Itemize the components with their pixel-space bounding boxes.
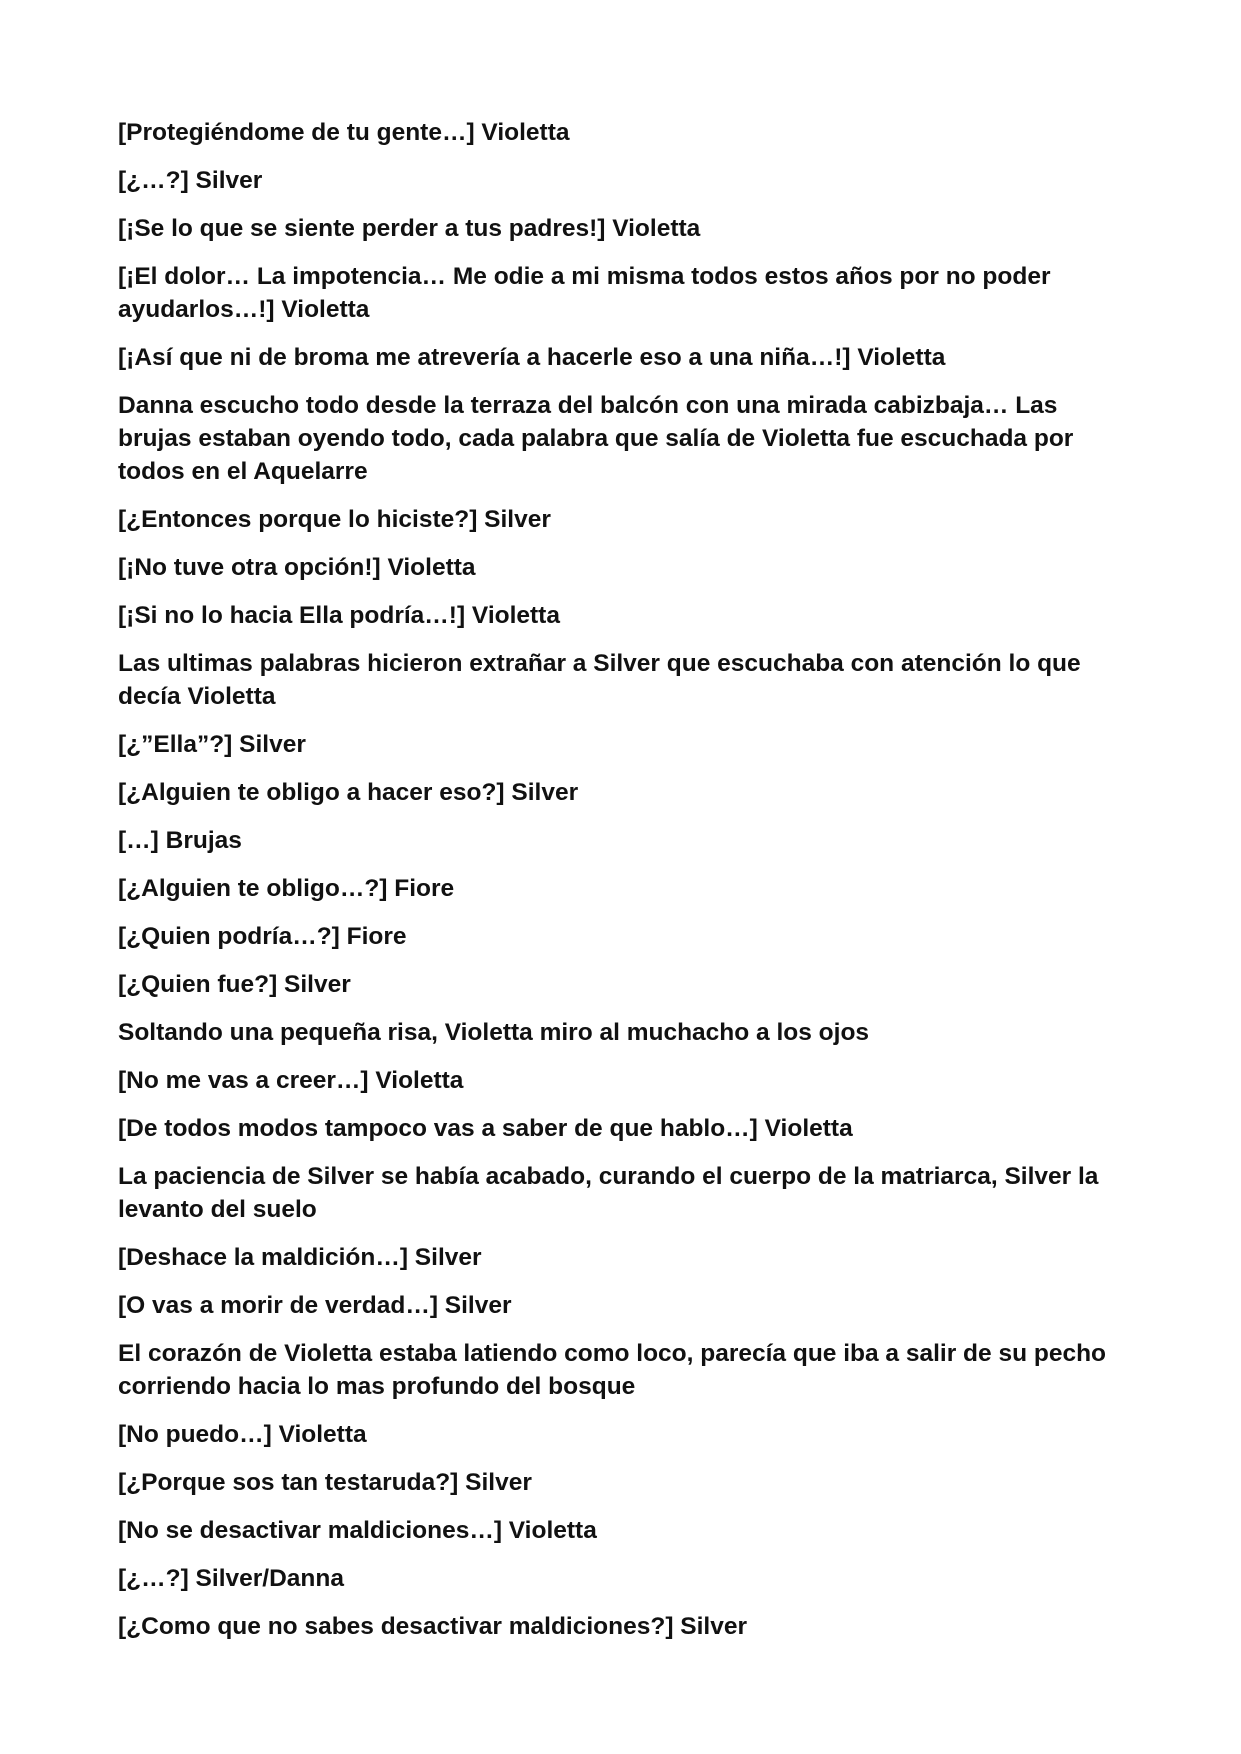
paragraph: El corazón de Violetta estaba latiendo como loco, parecía que iba a salir de su pecho corriendo hacia lo mas profundo del bosque: [118, 1340, 1107, 1400]
paragraph: [¿Entonces porque lo hiciste?] Silver: [118, 506, 551, 533]
paragraph: [¿…?] Silver/Danna: [118, 1565, 344, 1592]
paragraph: [¿Quien podría…?] Fiore: [118, 923, 407, 950]
paragraph: [¡No tuve otra opción!] Violetta: [118, 554, 476, 581]
paragraph: [¡Así que ni de broma me atrevería a hacerle eso a una niña…!] Violetta: [118, 344, 946, 371]
paragraph: Las ultimas palabras hicieron extrañar a Silver que escuchaba con atención lo que decía Violetta: [118, 650, 1081, 710]
paragraph: […] Brujas: [118, 827, 242, 854]
paragraph: [No me vas a creer…] Violetta: [118, 1067, 464, 1094]
paragraph: [¿…?] Silver: [118, 167, 263, 194]
paragraph: [¿”Ella”?] Silver: [118, 731, 306, 758]
paragraph: [¿Como que no sabes desactivar maldiciones?] Silver: [118, 1613, 748, 1640]
paragraph: [¿Quien fue?] Silver: [118, 971, 351, 998]
paragraph: [¡Se lo que se siente perder a tus padres!] Violetta: [118, 215, 701, 242]
paragraph: [No puedo…] Violetta: [118, 1421, 367, 1448]
paragraph: [¿Alguien te obligo a hacer eso?] Silver: [118, 779, 579, 806]
paragraph: [Deshace la maldición…] Silver: [118, 1244, 482, 1271]
paragraph: [¿Porque sos tan testaruda?] Silver: [118, 1469, 532, 1496]
paragraph: [No se desactivar maldiciones…] Violetta: [118, 1517, 597, 1544]
paragraph: [De todos modos tampoco vas a saber de que hablo…] Violetta: [118, 1115, 853, 1142]
paragraph: [¿Alguien te obligo…?] Fiore: [118, 875, 455, 902]
paragraph: Danna escucho todo desde la terraza del balcón con una mirada cabizbaja… Las brujas estaban oyendo todo, cada palabra que salía de Violetta fue escuchada por todos en el Aquelarre: [118, 392, 1074, 485]
paragraph: [¡Si no lo hacia Ella podría…!] Violetta: [118, 602, 560, 629]
paragraph: [O vas a morir de verdad…] Silver: [118, 1292, 512, 1319]
document-body: [118, 116, 1128, 1658]
paragraph: La paciencia de Silver se había acabado, curando el cuerpo de la matriarca, Silver la levanto del suelo: [118, 1163, 1099, 1223]
paragraph: [¡El dolor… La impotencia… Me odie a mi misma todos estos años por no poder ayudarlos…!] Violetta: [118, 263, 1051, 323]
paragraph: Soltando una pequeña risa, Violetta miro al muchacho a los ojos: [118, 1019, 870, 1046]
paragraph: [Protegiéndome de tu gente…] Violetta: [118, 119, 570, 146]
